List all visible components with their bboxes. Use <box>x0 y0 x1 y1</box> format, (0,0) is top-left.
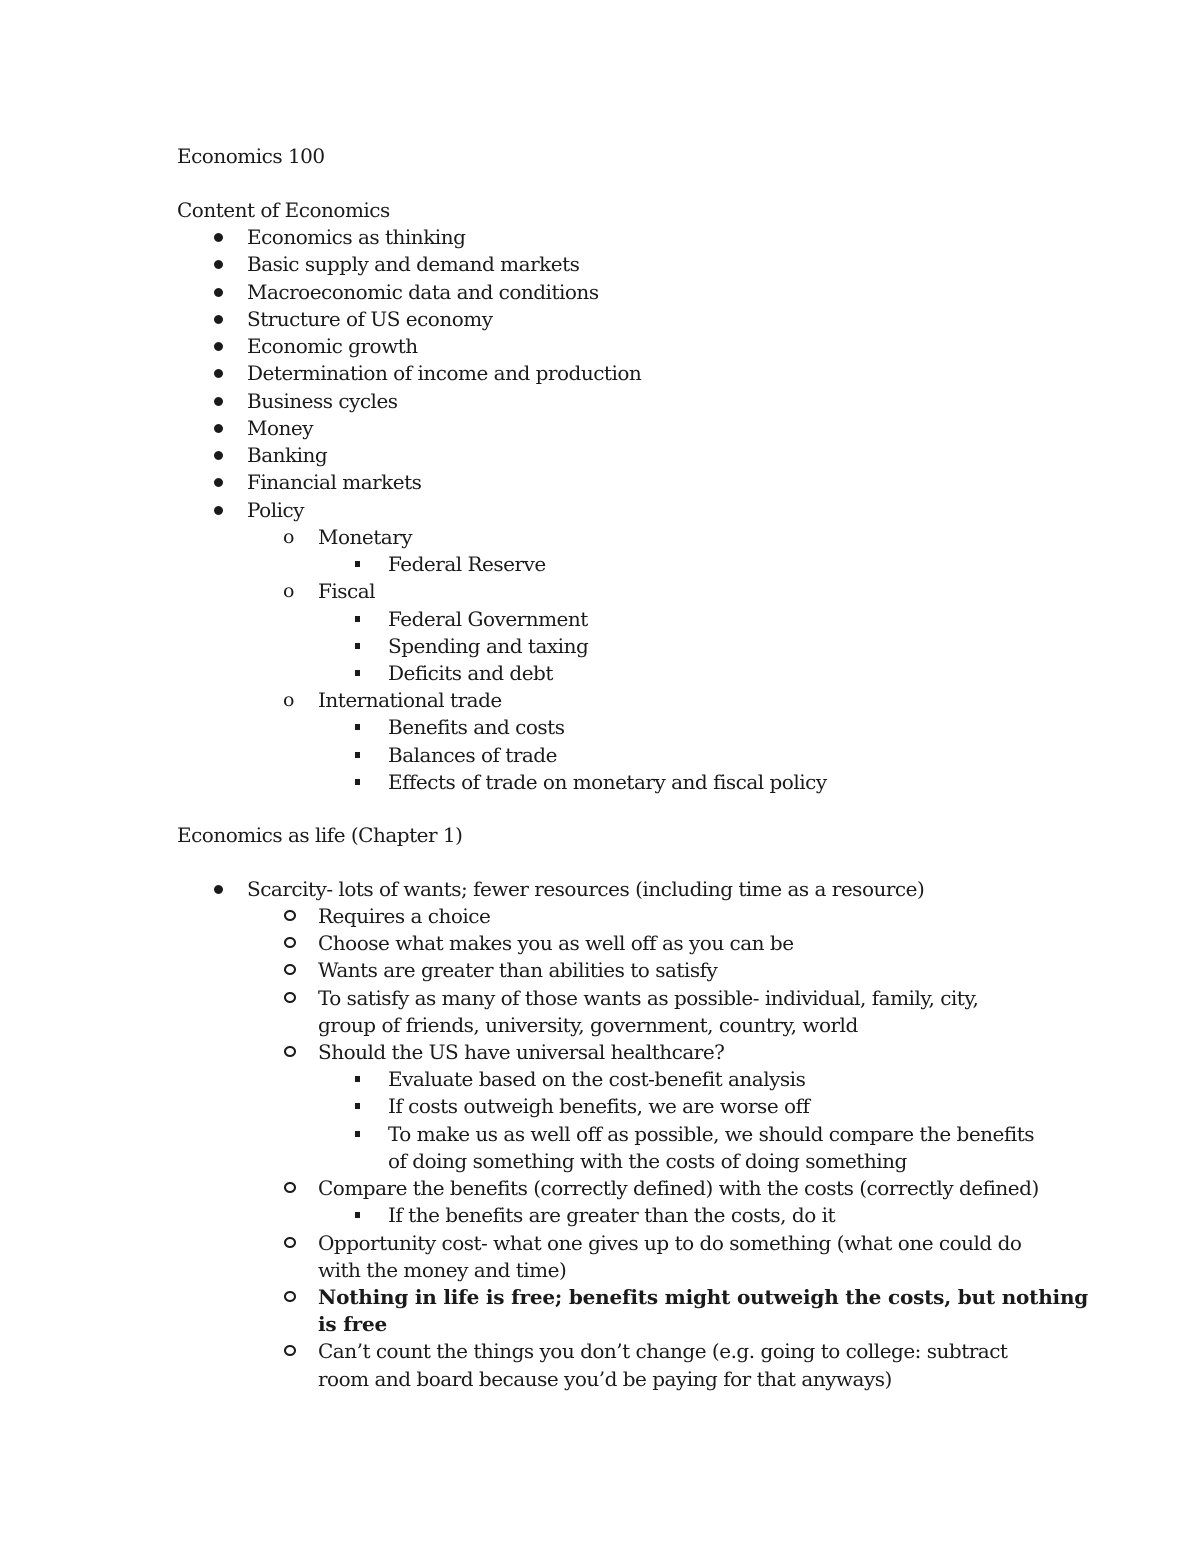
bullet-circle-icon <box>284 937 296 948</box>
bullet-disc-icon <box>214 342 223 351</box>
list-item-continuation: group of friends, university, government, country, world <box>318 1013 858 1037</box>
bullet-square-icon <box>355 561 360 567</box>
bullet-disc-icon <box>214 451 223 460</box>
section-heading-life: Economics as life (Chapter 1) <box>177 823 463 847</box>
list-item: Opportunity cost- what one gives up to do something (what one could do <box>318 1231 1022 1255</box>
bullet-square-icon <box>355 1076 360 1082</box>
list-item: Determination of income and production <box>247 361 642 385</box>
list-item: Banking <box>247 443 328 467</box>
list-item: Wants are greater than abilities to satisfy <box>318 958 718 982</box>
list-item: If the benefits are greater than the costs, do it <box>388 1203 836 1227</box>
list-item: Scarcity- lots of wants; fewer resources (including time as a resource) <box>247 877 925 901</box>
list-item: Monetary <box>318 525 413 549</box>
document-title: Economics 100 <box>177 144 325 168</box>
bullet-disc-icon <box>214 506 223 515</box>
list-item: Economic growth <box>247 334 418 358</box>
list-item: International trade <box>318 688 502 712</box>
list-item: Effects of trade on monetary and fiscal policy <box>388 770 827 794</box>
bullet-square-icon <box>355 1103 360 1109</box>
list-item: Money <box>247 416 314 440</box>
list-item: Compare the benefits (correctly defined) with the costs (correctly defined) <box>318 1176 1039 1200</box>
bullet-square-icon <box>355 670 360 676</box>
list-item: Economics as thinking <box>247 225 466 249</box>
bullet-square-icon <box>355 616 360 622</box>
list-item: Basic supply and demand markets <box>247 252 580 276</box>
bullet-square-icon <box>355 779 360 785</box>
bullet-circle-icon: o <box>283 580 295 602</box>
list-item: Benefits and costs <box>388 715 565 739</box>
bullet-disc-icon <box>214 315 223 324</box>
list-item: Fiscal <box>318 579 376 603</box>
list-item: To satisfy as many of those wants as possible- individual, family, city, <box>318 986 979 1010</box>
list-item: Federal Government <box>388 607 588 631</box>
bullet-circle-icon <box>284 1345 296 1356</box>
bullet-disc-icon <box>214 233 223 242</box>
bullet-square-icon <box>355 643 360 649</box>
bullet-circle-icon <box>284 992 296 1003</box>
section-heading-content: Content of Economics <box>177 198 390 222</box>
list-item: Can’t count the things you don’t change (e.g. going to college: subtract <box>318 1339 1008 1363</box>
list-item-continuation: room and board because you’d be paying for that anyways) <box>318 1367 892 1391</box>
bullet-disc-icon <box>214 478 223 487</box>
list-item: Deficits and debt <box>388 661 553 685</box>
list-item: Evaluate based on the cost-benefit analysis <box>388 1067 806 1091</box>
bullet-circle-icon: o <box>283 689 295 711</box>
bullet-square-icon <box>355 1131 360 1137</box>
bullet-disc-icon <box>214 885 223 894</box>
list-item: Financial markets <box>247 470 422 494</box>
list-item: Federal Reserve <box>388 552 546 576</box>
list-item-emphasis: Nothing in life is free; benefits might outweigh the costs, but nothing <box>318 1285 1089 1309</box>
bullet-disc-icon <box>214 260 223 269</box>
list-item: Structure of US economy <box>247 307 493 331</box>
bullet-circle-icon <box>284 910 296 921</box>
bullet-circle-icon <box>284 964 296 975</box>
list-item: Balances of trade <box>388 743 557 767</box>
bullet-disc-icon <box>214 369 223 378</box>
bullet-circle-icon <box>284 1237 296 1248</box>
list-item: If costs outweigh benefits, we are worse off <box>388 1094 810 1118</box>
list-item: Spending and taxing <box>388 634 589 658</box>
list-item-continuation: with the money and time) <box>318 1258 567 1282</box>
list-item: Business cycles <box>247 389 398 413</box>
list-item: Policy <box>247 498 304 522</box>
bullet-square-icon <box>355 752 360 758</box>
bullet-circle-icon: o <box>283 526 295 548</box>
bullet-square-icon <box>355 1212 360 1218</box>
list-item: Macroeconomic data and conditions <box>247 280 599 304</box>
list-item: Requires a choice <box>318 904 491 928</box>
list-item: Should the US have universal healthcare? <box>318 1040 725 1064</box>
bullet-disc-icon <box>214 424 223 433</box>
bullet-square-icon <box>355 724 360 730</box>
bullet-disc-icon <box>214 288 223 297</box>
list-item: To make us as well off as possible, we should compare the benefits <box>388 1122 1034 1146</box>
bullet-circle-icon <box>284 1046 296 1057</box>
bullet-circle-icon <box>284 1182 296 1193</box>
bullet-circle-icon <box>284 1291 296 1302</box>
bullet-disc-icon <box>214 397 223 406</box>
list-item-continuation: of doing something with the costs of doing something <box>388 1149 907 1173</box>
list-item-continuation: is free <box>318 1312 388 1336</box>
list-item: Choose what makes you as well off as you can be <box>318 931 794 955</box>
